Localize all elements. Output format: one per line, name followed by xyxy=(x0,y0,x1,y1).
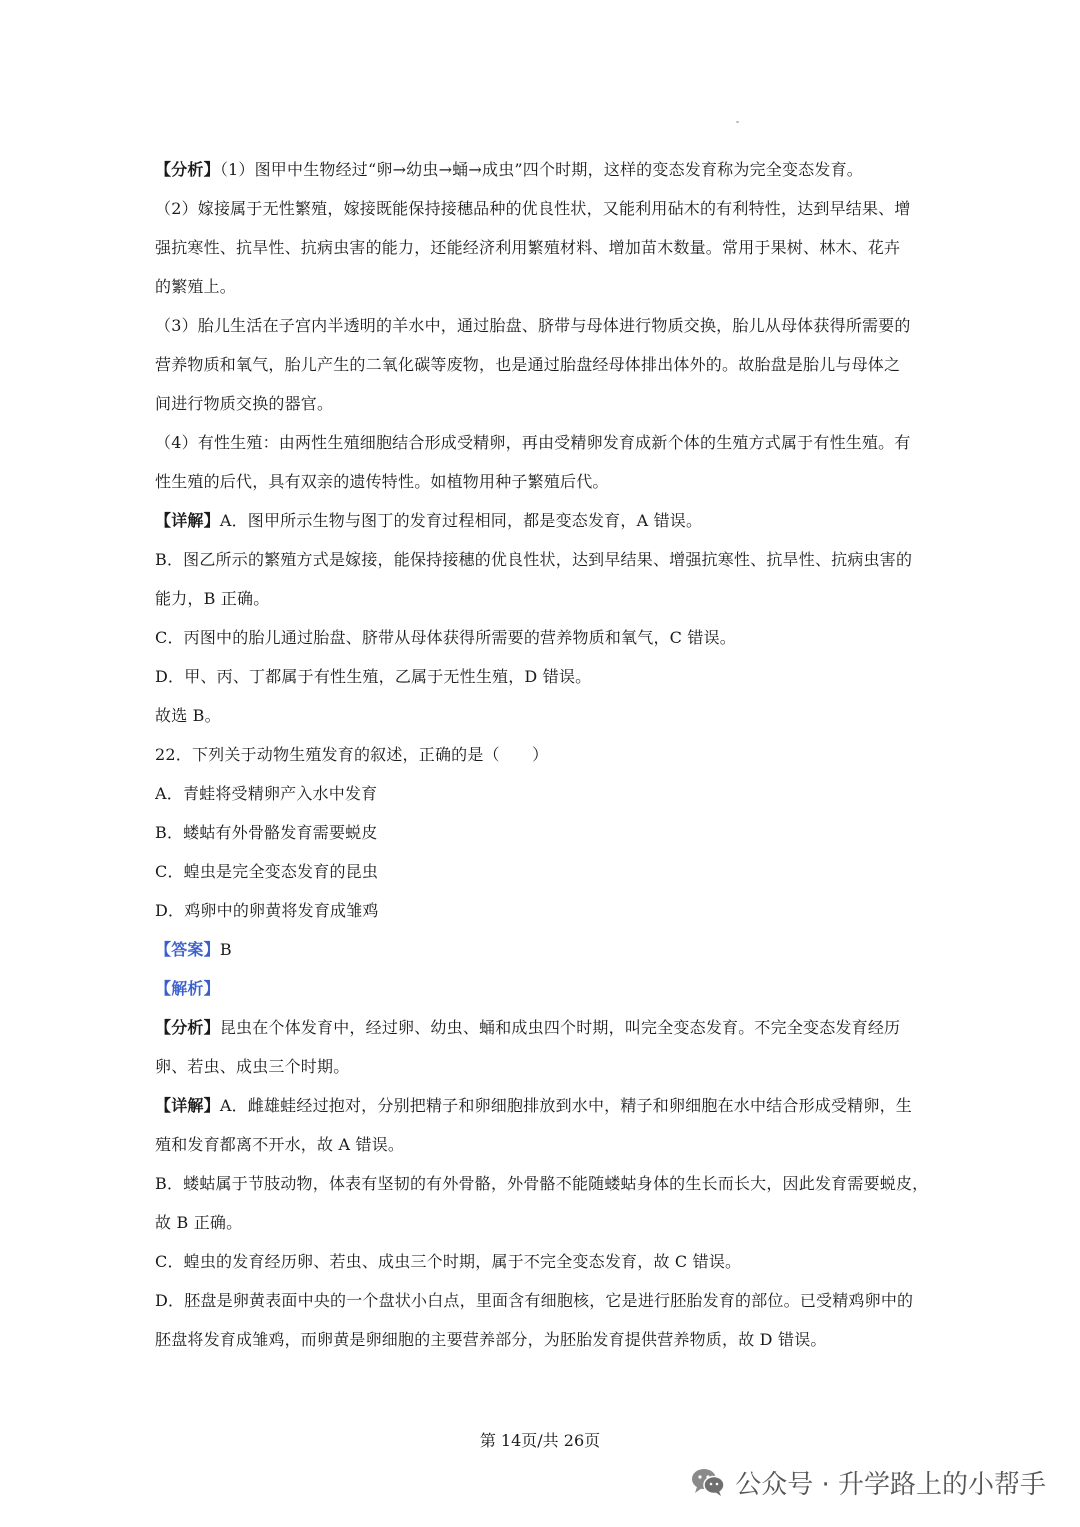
wechat-icon xyxy=(691,1467,725,1497)
line-text: 卵、若虫、成虫三个时期。 xyxy=(155,1057,350,1076)
text-line xyxy=(155,1320,967,1359)
text-line xyxy=(155,813,967,852)
line-text: （4）有性生殖：由两性生殖细胞结合形成受精卵，再由受精卵发育成新个体的生殖方式属于有性生殖。有 xyxy=(155,433,911,452)
line-text: （3）胎儿生活在子宫内半透明的羊水中，通过胎盘、脐带与母体进行物质交换，胎儿从母体获得所需要的 xyxy=(155,316,911,335)
text-line xyxy=(155,774,967,813)
line-text: A．青蛙将受精卵产入水中发育 xyxy=(155,784,378,803)
text-line xyxy=(155,1242,967,1281)
text-line xyxy=(155,618,967,657)
text-line xyxy=(155,306,967,345)
line-text: 故 B 正确。 xyxy=(155,1213,243,1232)
text-line xyxy=(155,423,967,462)
text-line xyxy=(155,930,967,969)
section-tag: 【详解】 xyxy=(155,511,220,530)
line-text: 营养物质和氧气，胎儿产生的二氧化碳等废物，也是通过胎盘经母体排出体外的。故胎盘是胎儿与母体之 xyxy=(155,355,901,374)
text-line xyxy=(155,657,967,696)
line-text: B xyxy=(219,940,232,959)
line-text: B．图乙所示的繁殖方式是嫁接，能保持接穗的优良性状，达到早结果、增强抗寒性、抗旱性、抗病虫害的 xyxy=(155,550,913,569)
page-footer xyxy=(0,1428,1080,1451)
text-line xyxy=(155,579,967,618)
line-text: （1）图甲中生物经过“卵→幼虫→蛹→成虫”四个时期，这样的变态发育称为完全变态发育。 xyxy=(219,160,863,179)
text-line xyxy=(155,462,967,501)
text-line xyxy=(155,150,967,189)
section-tag: 【解析】 xyxy=(155,979,220,998)
text-line xyxy=(155,852,967,891)
text-line xyxy=(155,1125,967,1164)
text-line xyxy=(155,267,967,306)
line-text: 昆虫在个体发育中，经过卵、幼虫、蛹和成虫四个时期，叫完全变态发育。不完全变态发育经历 xyxy=(219,1018,901,1037)
text-line xyxy=(155,1086,967,1125)
section-tag: 【分析】 xyxy=(155,1018,220,1037)
text-line xyxy=(155,696,967,735)
line-text: 殖和发育都离不开水，故 A 错误。 xyxy=(155,1135,405,1154)
text-line xyxy=(155,1164,967,1203)
text-line xyxy=(155,189,967,228)
line-text: B．蝼蛄有外骨骼发育需要蜕皮 xyxy=(155,823,378,842)
line-text: 能力，B 正确。 xyxy=(155,589,270,608)
line-text: D．甲、丙、丁都属于有性生殖，乙属于无性生殖，D 错误。 xyxy=(155,667,592,686)
text-line xyxy=(155,1008,967,1047)
text-line xyxy=(155,501,967,540)
section-tag: 【详解】 xyxy=(155,1096,220,1115)
line-text: D．胚盘是卵黄表面中央的一个盘状小白点，里面含有细胞核，它是进行胚胎发育的部位。已受精鸡卵中的 xyxy=(155,1291,914,1310)
line-text: 间进行物质交换的器官。 xyxy=(155,394,334,413)
line-text: 胚盘将发育成雏鸡，而卵黄是卵细胞的主要营养部分，为胚胎发育提供营养物质，故 D 错误。 xyxy=(155,1330,827,1349)
text-line xyxy=(155,228,967,267)
line-text: D．鸡卵中的卵黄将发育成雏鸡 xyxy=(155,901,379,920)
line-text: A．雌雄蛙经过抱对，分别把精子和卵细胞排放到水中，精子和卵细胞在水中结合形成受精卵，生 xyxy=(219,1096,912,1115)
watermark-text: 公众号 · 升学路上的小帮手 xyxy=(735,1469,1046,1500)
section-tag: 【分析】 xyxy=(155,160,220,179)
document-body xyxy=(155,150,967,1359)
text-line xyxy=(155,540,967,579)
line-text: （2）嫁接属于无性繁殖，嫁接既能保持接穗品种的优良性状，又能利用砧木的有利特性，达到早结果、增 xyxy=(155,199,911,218)
line-text: 性生殖的后代，具有双亲的遗传特性。如植物用种子繁殖后代。 xyxy=(155,472,609,491)
line-text: 强抗寒性、抗旱性、抗病虫害的能力，还能经济利用繁殖材料、增加苗木数量。常用于果树、林木、花卉 xyxy=(155,238,901,257)
scan-speck xyxy=(736,121,739,123)
watermark xyxy=(691,1460,1046,1504)
page-number: 第 14页/共 26页 xyxy=(479,1431,601,1450)
line-text: C．蝗虫是完全变态发育的昆虫 xyxy=(155,862,379,881)
line-text: 故选 B。 xyxy=(155,706,221,725)
line-text: B．蝼蛄属于节肢动物，体表有坚韧的有外骨骼，外骨骼不能随蝼蛄身体的生长而长大，因此发育需要蜕皮， xyxy=(155,1174,929,1193)
text-line xyxy=(155,735,967,774)
line-text: 22．下列关于动物生殖发育的叙述，正确的是（ ） xyxy=(155,745,549,764)
text-line xyxy=(155,1281,967,1320)
text-line xyxy=(155,1203,967,1242)
text-line xyxy=(155,969,967,1008)
line-text: C．蝗虫的发育经历卵、若虫、成虫三个时期，属于不完全变态发育，故 C 错误。 xyxy=(155,1252,742,1271)
line-text: 的繁殖上。 xyxy=(155,277,237,296)
text-line xyxy=(155,891,967,930)
section-tag: 【答案】 xyxy=(155,940,220,959)
text-line xyxy=(155,1047,967,1086)
line-text: C．丙图中的胎儿通过胎盘、脐带从母体获得所需要的营养物质和氧气，C 错误。 xyxy=(155,628,736,647)
line-text: A．图甲所示生物与图丁的发育过程相同，都是变态发育，A 错误。 xyxy=(219,511,703,530)
text-line xyxy=(155,384,967,423)
text-line xyxy=(155,345,967,384)
